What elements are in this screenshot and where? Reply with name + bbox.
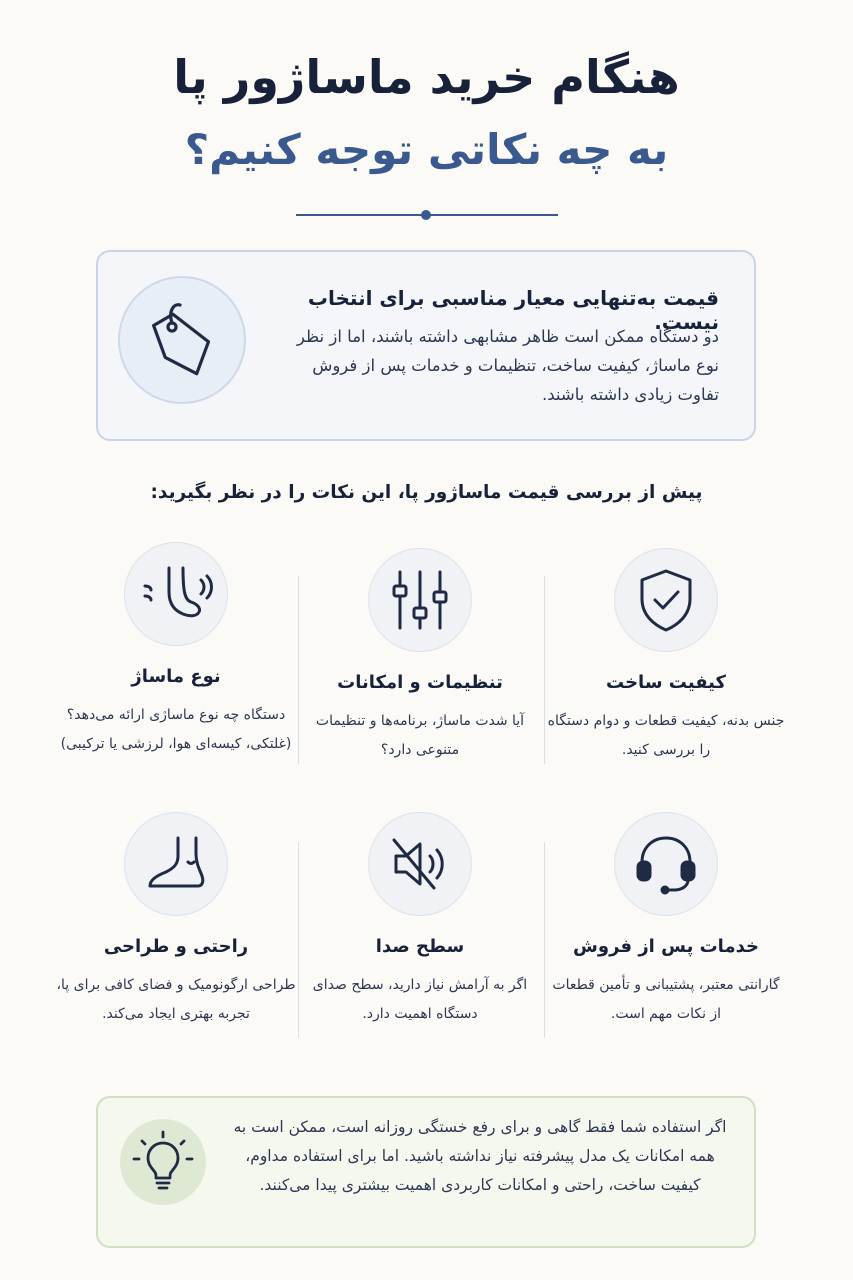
feature-body: دستگاه چه نوع ماساژی ارائه می‌دهد؟ (غلتکی، کیسه‌ای هوا، لرزشی یا ترکیبی): [60, 707, 292, 752]
feature-title: راحتی و طراحی: [103, 936, 249, 957]
feature-massage-type: [56, 542, 296, 759]
column-divider: [544, 842, 545, 1038]
mute-speaker-icon: [390, 836, 450, 892]
feature-icon-badge: [124, 812, 228, 916]
column-divider: [298, 576, 299, 764]
column-divider: [298, 842, 299, 1038]
tip-text: اگر استفاده شما فقط گاهی و برای رفع خستگی روزانه است، ممکن است به همه امکانات یک مدل پیشرفته نیاز نداشته باشید. اما برای استفاده مداوم، کیفیت ساخت، راحتی و امکانات کاربردی اهمیت بیشتری پیدا می‌کنند.: [233, 1118, 727, 1194]
lightbulb-icon: [130, 1129, 196, 1195]
feature-body: اگر به آرامش نیاز دارید، سطح صدای دستگاه اهمیت دارد.: [312, 977, 528, 1022]
intro-text: پیش از بررسی قیمت ماساژور پا، این نکات را در نظر بگیرید:: [150, 482, 703, 503]
tip-icon-badge: [120, 1119, 206, 1205]
feature-body: آیا شدت ماساژ، برنامه‌ها و تنظیمات متنوعی دارد؟: [315, 713, 525, 758]
feature-icon-badge: [614, 812, 718, 916]
foot-icon: [144, 834, 208, 894]
feature-title: کیفیت ساخت: [606, 672, 726, 693]
sliders-icon: [388, 568, 452, 632]
price-card-body: دو دستگاه ممکن است ظاهر مشابهی داشته باشند، اما از نظر نوع ماساژ، کیفیت ساخت، تنظیمات و خدمات پس از فروش تفاوت زیادی داشته باشند.: [296, 327, 719, 404]
feature-after-sales: [546, 812, 786, 1029]
divider-dot: [421, 210, 431, 220]
page-title: هنگام خرید ماساژور پا: [173, 50, 680, 104]
feature-title: سطح صدا: [375, 936, 465, 957]
feature-body: طراحی ارگونومیک و فضای کافی برای پا، تجربه بهتری ایجاد می‌کند.: [56, 977, 296, 1022]
headset-icon: [634, 832, 698, 896]
price-card-title: قیمت به‌تنهایی معیار مناسبی برای انتخاب نیست.: [307, 286, 719, 334]
feature-noise-level: [300, 812, 540, 1029]
feature-comfort-design: [56, 812, 296, 1029]
feature-icon-badge: [124, 542, 228, 646]
shield-check-icon: [636, 567, 696, 633]
foot-massage-icon: [139, 562, 213, 626]
price-tag-icon: [142, 295, 222, 385]
feature-build-quality: [546, 548, 786, 765]
feature-icon-badge: [368, 548, 472, 652]
feature-title: تنظیمات و امکانات: [337, 672, 503, 693]
feature-icon-badge: [614, 548, 718, 652]
feature-settings: [300, 548, 540, 765]
feature-title: خدمات پس از فروش: [573, 936, 759, 957]
feature-body: گارانتی معتبر، پشتیبانی و تأمین قطعات از نکات مهم است.: [552, 977, 780, 1022]
feature-title: نوع ماساژ: [131, 666, 221, 687]
feature-icon-badge: [368, 812, 472, 916]
column-divider: [544, 576, 545, 764]
price-icon-badge: [118, 276, 246, 404]
feature-body: جنس بدنه، کیفیت قطعات و دوام دستگاه را بررسی کنید.: [547, 713, 785, 758]
page-subtitle: به چه نکاتی توجه کنیم؟: [184, 125, 669, 174]
